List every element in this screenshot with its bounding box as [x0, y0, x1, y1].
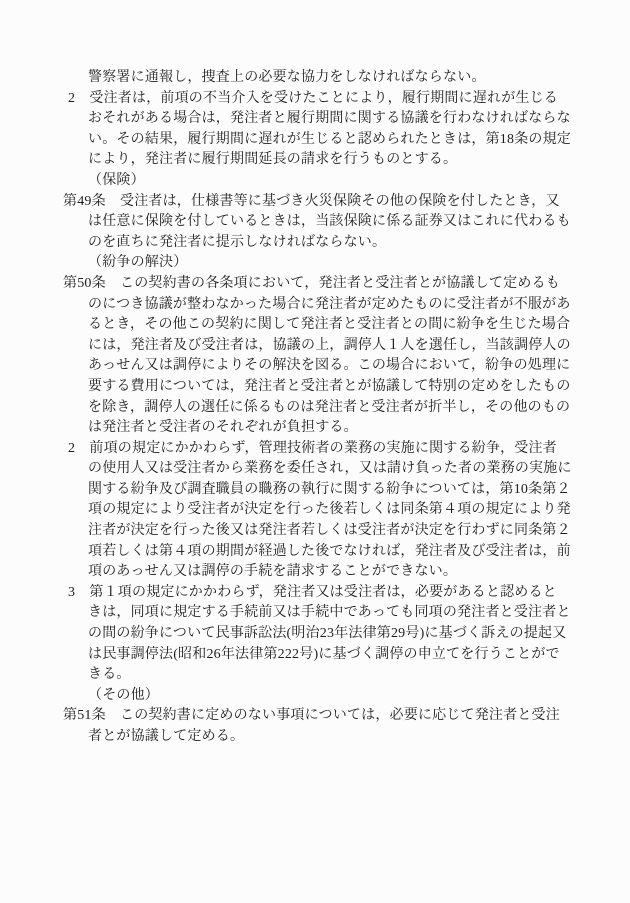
document-line: は任意に保険を付しているときは，当該保険に係る証券又はこれに代わるも	[88, 214, 571, 230]
document-line: を除き，調停人の選任に係るものは発注者と受注者が折半し，その他のもの	[88, 399, 571, 415]
document-body	[63, 68, 572, 748]
document-line: 者とが協議して定める。	[88, 729, 245, 744]
document-line: の間の紛争について民事訴訟法(明治23年法律第29号)に基づく訴えの提起又	[88, 626, 567, 642]
document-line: 関する紛争及び調査職員の職務の執行に関する紛争については，第10条第２	[88, 481, 571, 497]
document-line: により，発注者に履行期間延長の請求を行うものとする。	[88, 152, 458, 168]
document-line: 要する費用については，発注者と受注者とが協議して特別の定めをしたもの	[88, 378, 571, 394]
document-line: あっせん又は調停によりその解決を図る。この場合において，紛争の処理に	[88, 358, 571, 374]
document-line: は発注者と受注者のそれぞれが負担する。	[88, 420, 358, 436]
document-line: 第50条 この契約書の各条項において，発注者と受注者とが協議して定めるも	[63, 275, 560, 291]
document-line: （その他）	[88, 687, 159, 703]
document-line: るとき，その他この契約に関して発注者と受注者との間に紛争を生じた場合	[88, 317, 571, 333]
document-line: には，発注者及び受注者は，協議の上，調停人１人を選任し，当該調停人の	[88, 337, 571, 353]
document-line: 2 前項の規定にかかわらず，管理技術者の業務の実施に関する紛争，受注者	[68, 440, 557, 456]
document-line: 項若しくは第４項の期間が経過した後でなければ，発注者及び受注者は，前	[88, 543, 571, 559]
document-line: 項の規定により受注者が決定を行った後若しくは同条第４項の規定により発	[88, 502, 571, 518]
document-line: （保険）	[88, 172, 145, 188]
document-line: のにつき協議が整わなかった場合に発注者が定めたものに受注者が不服があ	[88, 296, 571, 312]
document-line: 第49条 受注者は，仕様書等に基づき火災保険その他の保険を付したとき，又	[63, 193, 560, 209]
document-line: い。その結果，履行期間に遅れが生じると認められたときは，第18条の規定	[88, 131, 571, 147]
document-line: の使用人又は受注者から業務を委任され，又は請け負った者の業務の実施に	[88, 461, 572, 477]
document-line: おそれがある場合は，発注者と履行期間に関する協議を行わなければならな	[88, 111, 571, 127]
document-line: は民事調停法(昭和26年法律第222号)に基づく調停の申立てを行うことがで	[88, 646, 560, 662]
document-line: 3 第１項の規定にかかわらず，発注者又は受注者は，必要があると認めると	[68, 584, 557, 600]
document-line: 2 受注者は，前項の不当介入を受けたことにより，履行期間に遅れが生じる	[68, 90, 558, 106]
document-line: きは，同項に規定する手続前又は手続中であっても同項の発注者と受注者と	[88, 605, 571, 621]
document-line: のを直ちに発注者に提示しなければならない。	[88, 234, 387, 250]
document-line: 第51条 この契約書に定めのない事項については，必要に応じて発注者と受注	[63, 708, 560, 724]
document-line: きる。	[88, 667, 131, 683]
document-line: 項のあっせん又は調停の手続を請求することができない。	[88, 564, 458, 580]
document-line: （紛争の解決）	[88, 255, 188, 271]
document-line: 警察署に通報し，捜査上の必要な協力をしなければならない。	[88, 70, 486, 85]
document-line: 注者が決定を行った後又は発注者若しくは受注者が決定を行わずに同条第２	[88, 523, 571, 539]
